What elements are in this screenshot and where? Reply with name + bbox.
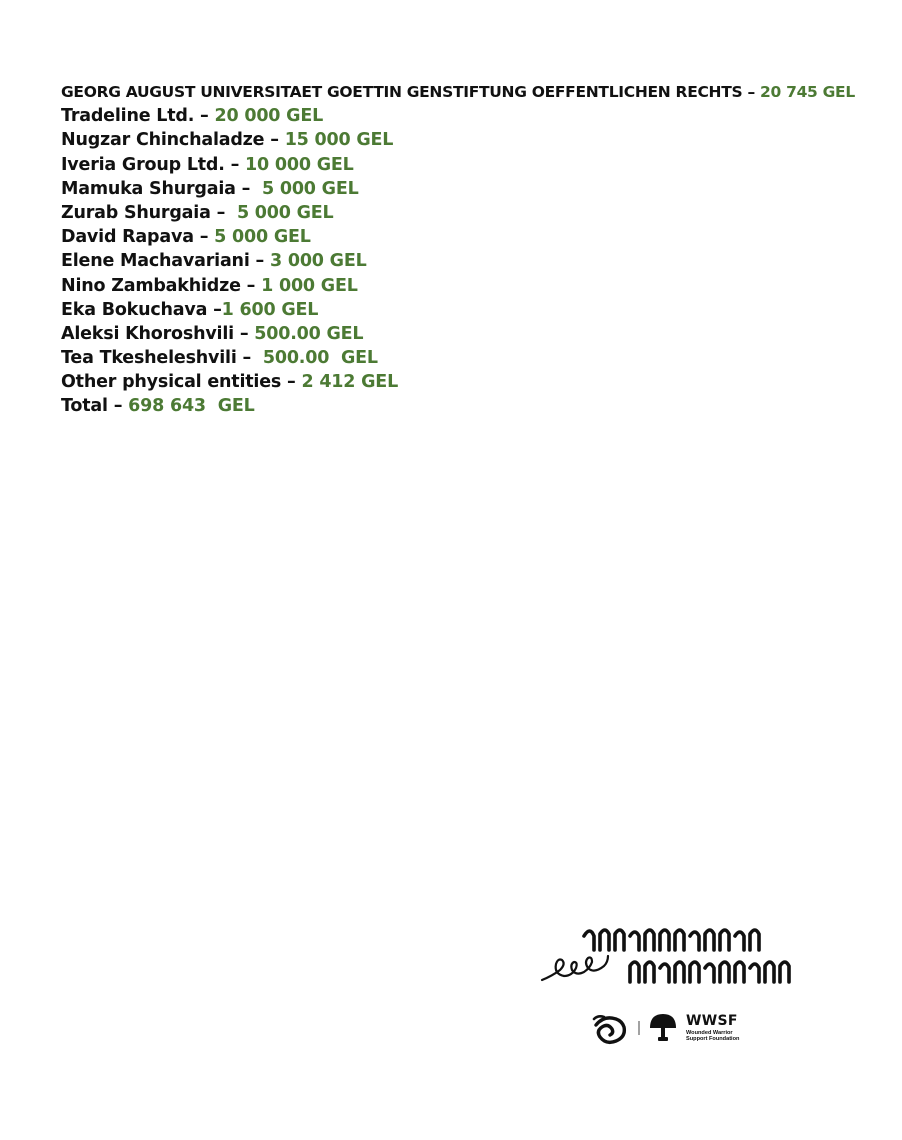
donor-row — [61, 249, 855, 273]
donor-row — [61, 346, 855, 370]
donor-row — [61, 104, 855, 128]
donor-name: Iveria Group Ltd. – — [61, 154, 246, 175]
donor-row — [61, 80, 855, 104]
donor-name: David Rapava – — [61, 227, 215, 248]
donor-amount: 15 000 GEL — [284, 130, 394, 151]
donor-row — [61, 298, 855, 322]
donor-amount: 5 000 GEL — [261, 178, 359, 199]
donor-row — [61, 274, 855, 298]
total-amount: 698 643 GEL — [128, 396, 255, 417]
donor-name: Zurab Shurgaia – — [61, 202, 237, 223]
donor-row — [61, 201, 855, 225]
donor-row — [61, 225, 855, 249]
wwsf-subtitle-line: Wounded Warrior — [686, 1030, 733, 1036]
donor-amount: 5 000 GEL — [214, 227, 311, 248]
donor-name: Other physical entities – — [61, 372, 302, 393]
donor-name: Eka Bokuchava – — [61, 299, 222, 320]
donor-amount: 1 000 GEL — [261, 275, 358, 296]
total-label: Total – — [61, 396, 129, 417]
donor-row — [61, 128, 855, 152]
donor-row — [61, 177, 855, 201]
donor-amount: 500.00 GEL — [254, 323, 364, 344]
donor-row — [61, 153, 855, 177]
donor-amount: 20 000 GEL — [214, 106, 324, 127]
donor-name: Mamuka Shurgaia – — [61, 178, 262, 199]
donor-row — [61, 322, 855, 346]
donor-row — [61, 370, 855, 394]
wwsf-subtitle-line: Support Foundation — [686, 1036, 740, 1042]
donor-amount: 5 000 GEL — [236, 202, 334, 223]
donor-name: Nugzar Chinchaladze – — [61, 130, 285, 151]
donor-amount: 500.00 GEL — [262, 348, 378, 369]
wwsf-logo-subtitle — [686, 1030, 756, 1042]
donor-name: Elene Machavariani – — [61, 251, 270, 272]
donor-amount: 2 412 GEL — [301, 372, 399, 393]
donor-amount: 10 000 GEL — [245, 154, 354, 175]
wwsf-logo-text: WWSF — [686, 1013, 738, 1029]
donor-amount: 3 000 GEL — [269, 251, 367, 272]
donor-name: Tea Tkesheleshvili – — [61, 348, 263, 369]
donor-list — [61, 80, 855, 419]
donor-name: Nino Zambakhidze – — [61, 275, 262, 296]
wwsf-helmet-icon — [650, 1014, 676, 1041]
campaign-logo — [538, 916, 800, 996]
total-row — [61, 394, 855, 418]
donor-name: Aleksi Khoroshvili – — [61, 323, 255, 344]
donor-name: GEORG AUGUST UNIVERSITAET GOETTIN GENSTIFTUNG OEFFENTLICHEN RECHTS – — [61, 83, 761, 101]
donor-amount: 20 745 GEL — [760, 83, 855, 101]
donor-amount: 1 600 GEL — [221, 299, 319, 320]
donor-name: Tradeline Ltd. – — [61, 106, 215, 127]
ministry-emblem-icon — [594, 1016, 624, 1042]
